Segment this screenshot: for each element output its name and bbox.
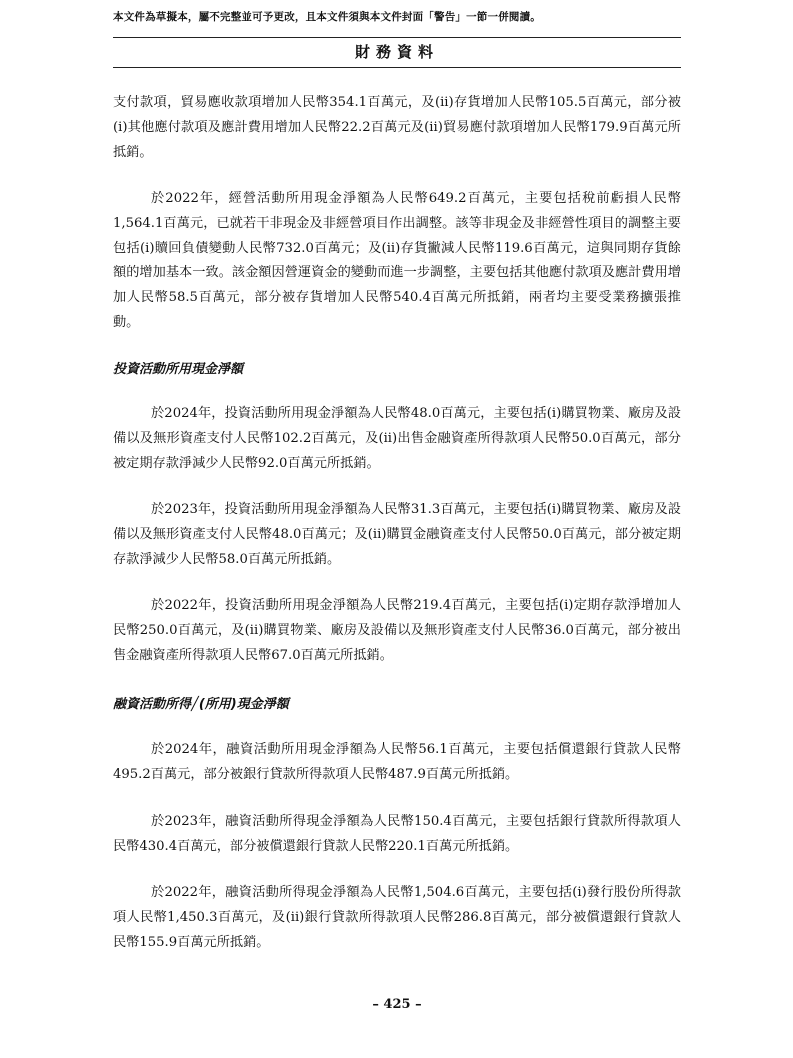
header-rule-bottom [113,67,681,68]
paragraph-investing-2024: 於2024年，投資活動所用現金淨額為人民幣48.0百萬元，主要包括(i)購買物業、廠房及設備以及無形資產支付人民幣102.2百萬元，及(ii)出售金融資產所得款項人民幣50.0百萬元，部分被定期存款淨減少人民幣92.0百萬元所抵銷。 [113,406,681,471]
paragraph-investing-2022: 於2022年，投資活動所用現金淨額為人民幣219.4百萬元，主要包括(i)定期存款淨增加人民幣250.0百萬元，及(ii)購買物業、廠房及設備以及無形資產支付人民幣36.0百萬元，部分被出售金融資產所得款項人民幣67.0百萬元所抵銷。 [113,598,681,663]
heading-financing-activities: 融資活動所得╱(所用)現金淨額 [113,697,289,712]
paragraph-investing-2023: 於2023年，投資活動所用現金淨額為人民幣31.3百萬元，主要包括(i)購買物業、廠房及設備以及無形資產支付人民幣48.0百萬元；及(ii)購買金融資產支付人民幣50.0百萬元，部分被定期存款淨減少人民幣58.0百萬元所抵銷。 [113,502,681,567]
paragraph-financing-2022: 於2022年，融資活動所得現金淨額為人民幣1,504.6百萬元，主要包括(i)發行股份所得款項人民幣1,450.3百萬元，及(ii)銀行貸款所得款項人民幣286.8百萬元，部分被償還銀行貸款人民幣155.9百萬元所抵銷。 [113,885,681,950]
header-rule-top [113,37,681,38]
draft-warning: 本文件為草擬本，屬不完整並可予更改，且本文件須與本文件封面「警告」一節一併閱讀。 [113,11,541,23]
paragraph-operating-2022: 於2022年，經營活動所用現金淨額為人民幣649.2百萬元，主要包括稅前虧損人民幣1,564.1百萬元，已就若干非現金及非經營項目作出調整。該等非現金及非經營性項目的調整主要包括(i)贖回負債變動人民幣732.0百萬元；及(ii)存貨撇減人民幣119.6百萬元，這與同期存貨餘額的增加基本一致。該金額因營運資金的變動而進一步調整，主要包括其他應付款項及應計費用增加人民幣58.5百萬元，部分被存貨增加人民幣540.4百萬元所抵銷，兩者均主要受業務擴張推動。 [113,191,681,330]
page-number: – 425 – [372,997,422,1012]
paragraph-financing-2024: 於2024年，融資活動所用現金淨額為人民幣56.1百萬元，主要包括償還銀行貸款人民幣495.2百萬元，部分被銀行貸款所得款項人民幣487.9百萬元所抵銷。 [113,742,681,782]
paragraph-intro: 支付款項，貿易應收款項增加人民幣354.1百萬元，及(ii)存貨增加人民幣105.5百萬元，部分被(i)其他應付款項及應計費用增加人民幣22.2百萬元及(ii)貿易應付款項增加人民幣179.9百萬元所抵銷。 [113,95,681,160]
section-title: 財務資料 [354,43,439,61]
paragraph-financing-2023: 於2023年，融資活動所得現金淨額為人民幣150.4百萬元，主要包括銀行貸款所得款項人民幣430.4百萬元，部分被償還銀行貸款人民幣220.1百萬元所抵銷。 [113,814,681,854]
heading-investing-activities: 投資活動所用現金淨額 [113,362,244,377]
